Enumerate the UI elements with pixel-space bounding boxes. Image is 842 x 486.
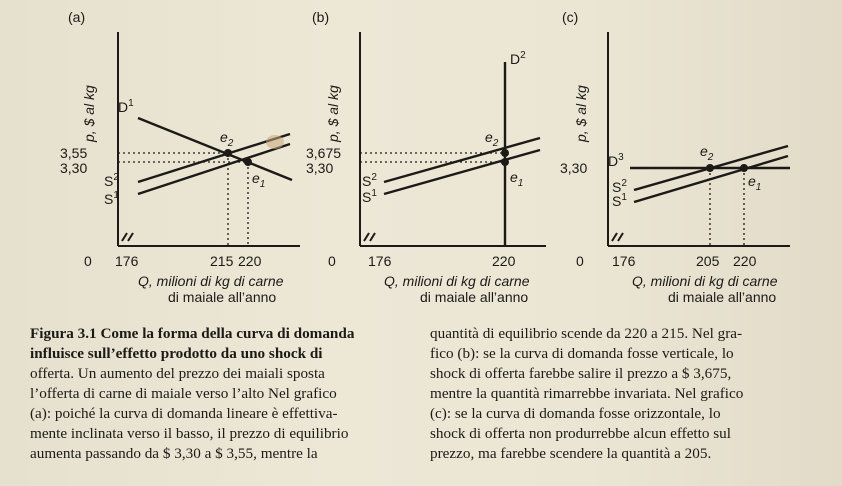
panel-a-tick-215: 215 xyxy=(210,253,234,269)
panel-b-tick-0: 0 xyxy=(328,253,336,269)
panel-a-ylabel: p, $ al kg xyxy=(81,85,97,142)
panel-b-label-e2: $e_2$ xyxy=(485,129,499,149)
panel-b-point-e2 xyxy=(501,149,509,157)
panel-a-label-d1: $D^1$ xyxy=(118,98,134,115)
panel-b-tick-3675: 3,675 xyxy=(306,145,342,161)
caption-line: mente inclinata verso il basso, il prezzo di equilibrio xyxy=(30,425,349,442)
caption-line: Figura 3.1 Come la forma della curva di domanda xyxy=(30,325,355,342)
panel-a-stain xyxy=(266,135,284,149)
panel-c-xlabel-1: Q, milioni di kg di carne xyxy=(632,273,778,289)
caption-line: offerta. Un aumento del prezzo dei maiali sposta xyxy=(30,365,325,382)
panel-c-label: (c) xyxy=(562,9,579,25)
panel-a-point-e1 xyxy=(244,158,252,166)
caption-line: shock di offerta non produrrebbe alcun effetto sul xyxy=(430,425,731,442)
panel-c-label-d3: $D^3$ xyxy=(608,152,624,169)
panel-b-tick-176: 176 xyxy=(368,253,392,269)
panel-a-tick-355: 3,55 xyxy=(60,145,88,161)
panel-c-point-e2 xyxy=(706,164,714,172)
panel-c-xlabel-2: di maiale all’anno xyxy=(668,289,777,305)
caption-line: quantità di equilibrio scende da 220 a 215. Nel gra- xyxy=(430,325,743,342)
panel-a-tick-220: 220 xyxy=(238,253,262,269)
panel-b-label-s1: $S^1$ xyxy=(362,188,377,205)
panel-b-axis-break xyxy=(364,233,375,241)
panel-c-ylabel: p, $ al kg xyxy=(573,85,589,142)
panel-a-point-e2 xyxy=(224,149,232,157)
panel-c-tick-330: 3,30 xyxy=(560,160,588,176)
panel-b xyxy=(306,9,546,305)
panel-a-xlabel-2: di maiale all’anno xyxy=(168,289,277,305)
panel-a-tick-0: 0 xyxy=(84,253,92,269)
panel-c-tick-0: 0 xyxy=(576,253,584,269)
caption-left-column xyxy=(30,324,410,464)
panel-b-xlabel-1: Q, milioni di kg di carne xyxy=(384,273,530,289)
panel-b-ylabel: p, $ al kg xyxy=(325,85,341,142)
panel-c-label-e1: $e_1$ xyxy=(748,173,762,193)
caption-line: shock di offerta farebbe salire il prezzo a $ 3,675, xyxy=(430,365,732,382)
panel-b-xlabel-2: di maiale all’anno xyxy=(420,289,529,305)
caption-line: aumenta passando da $ 3,30 a $ 3,55, mentre la xyxy=(30,445,318,462)
caption-line: influisce sull’effetto prodotto da uno shock di xyxy=(30,345,323,362)
panel-a-label-e2: $e_2$ xyxy=(220,129,234,149)
panel-a-label: (a) xyxy=(68,9,86,25)
panel-b-label: (b) xyxy=(312,9,330,25)
caption-line: (c): se la curva di domanda fosse orizzontale, lo xyxy=(430,405,721,422)
panel-a-label-e1: $e_1$ xyxy=(252,170,266,190)
panel-c-tick-176: 176 xyxy=(612,253,636,269)
panel-a-demand-curve xyxy=(138,118,292,180)
panel-b-tick-330: 3,30 xyxy=(306,160,334,176)
panel-a-xlabel-1: Q, milioni di kg di carne xyxy=(138,273,284,289)
panel-c-tick-205: 205 xyxy=(696,253,720,269)
caption-line: l’offerta di carne di maiale verso l’alto Nel grafico xyxy=(30,385,337,402)
panel-a xyxy=(60,9,300,305)
panel-c-label-e2: $e_2$ xyxy=(700,143,714,163)
panel-a-label-s1: $S^1$ xyxy=(104,190,119,207)
panel-a-label-s2: $S^2$ xyxy=(104,172,119,189)
panel-c-label-s1: $S^1$ xyxy=(612,192,627,209)
caption-line: prezzo, ma farebbe scendere la quantità a 205. xyxy=(430,445,712,462)
panel-b-label-e1: $e_1$ xyxy=(510,169,524,189)
panel-c-label-s2: $S^2$ xyxy=(612,178,627,195)
panel-b-point-e1 xyxy=(501,158,509,166)
caption-line: fico (b): se la curva di domanda fosse verticale, lo xyxy=(430,345,734,362)
caption-line: (a): poiché la curva di domanda lineare è effettiva- xyxy=(30,405,338,422)
panel-c-tick-220: 220 xyxy=(733,253,757,269)
panel-b-tick-220: 220 xyxy=(492,253,516,269)
panel-b-label-d2: $D^2$ xyxy=(510,50,526,67)
caption-line: mentre la quantità rimarrebbe invariata. Nel grafico xyxy=(430,385,744,402)
panel-c xyxy=(560,9,790,305)
panel-c-point-e1 xyxy=(740,164,748,172)
panel-a-tick-330: 3,30 xyxy=(60,160,88,176)
panel-c-axis-break xyxy=(612,233,623,241)
panel-a-tick-176: 176 xyxy=(115,253,139,269)
panel-a-axis-break xyxy=(122,233,133,241)
caption-right-column xyxy=(430,324,820,464)
panel-b-label-s2: $S^2$ xyxy=(362,172,377,189)
